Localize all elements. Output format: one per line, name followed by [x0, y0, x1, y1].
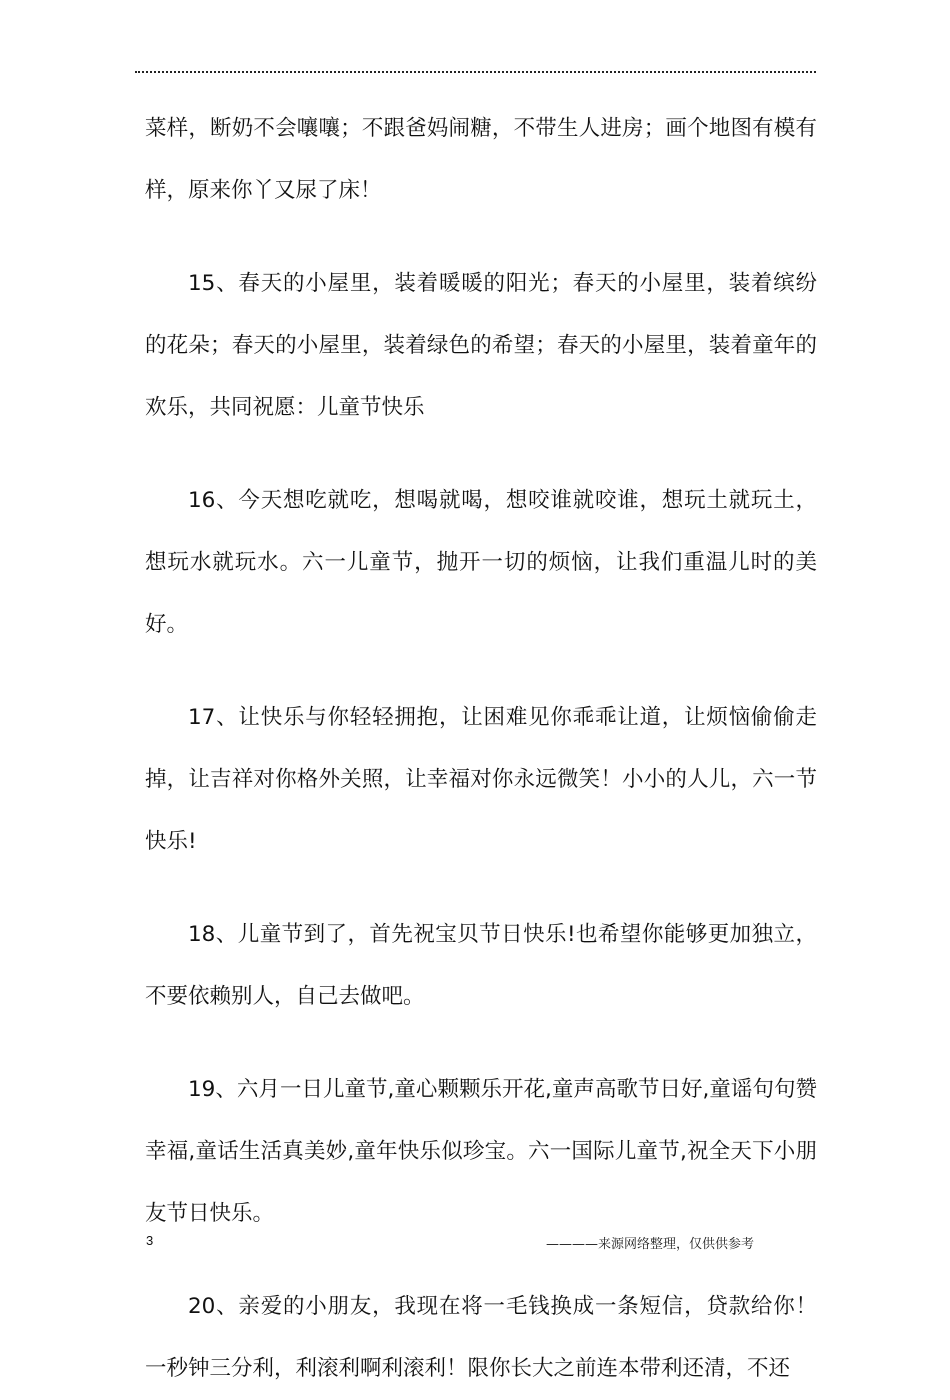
paragraph-item-18: 18、儿童节到了，首先祝宝贝节日快乐!也希望你能够更加独立，不要依赖别人，自己去做吧。 — [145, 922, 817, 1009]
header-dotted-rule — [135, 71, 816, 73]
paragraph-item-19: 19、六月一日儿童节,童心颗颗乐开花,童声高歌节日好,童谣句句赞幸福,童话生活真美妙,童年快乐似珍宝。六一国际儿童节,祝全天下小朋友节日快乐。 — [145, 1077, 817, 1226]
paragraph-continuation: 菜样，断奶不会嚷嚷；不跟爸妈闹糖，不带生人进房；画个地图有模有样，原来你丫又尿了床！ — [145, 116, 817, 203]
paragraph-item-15: 15、春天的小屋里，装着暖暖的阳光；春天的小屋里，装着缤纷的花朵；春天的小屋里，装着绿色的希望；春天的小屋里，装着童年的欢乐，共同祝愿：儿童节快乐 — [145, 271, 817, 420]
paragraph-item-20: 20、亲爱的小朋友，我现在将一毛钱换成一条短信，贷款给你！一秒钟三分利，利滚利啊利滚利！限你长大之前连本带利还清，不还 — [145, 1294, 817, 1381]
footer-source-note: ————来源网络整理，仅供供参考 — [546, 1237, 755, 1252]
page-number: 3 — [146, 1233, 154, 1248]
paragraph-item-17: 17、让快乐与你轻轻拥抱，让困难见你乖乖让道，让烦恼偷偷走掉，让吉祥对你格外关照，让幸福对你永远微笑！小小的人儿，六一节快乐! — [145, 705, 817, 854]
paragraph-item-16: 16、今天想吃就吃，想喝就喝，想咬谁就咬谁，想玩土就玩土，想玩水就玩水。六一儿童节，抛开一切的烦恼，让我们重温儿时的美好。 — [145, 488, 817, 637]
document-body — [145, 98, 817, 1400]
